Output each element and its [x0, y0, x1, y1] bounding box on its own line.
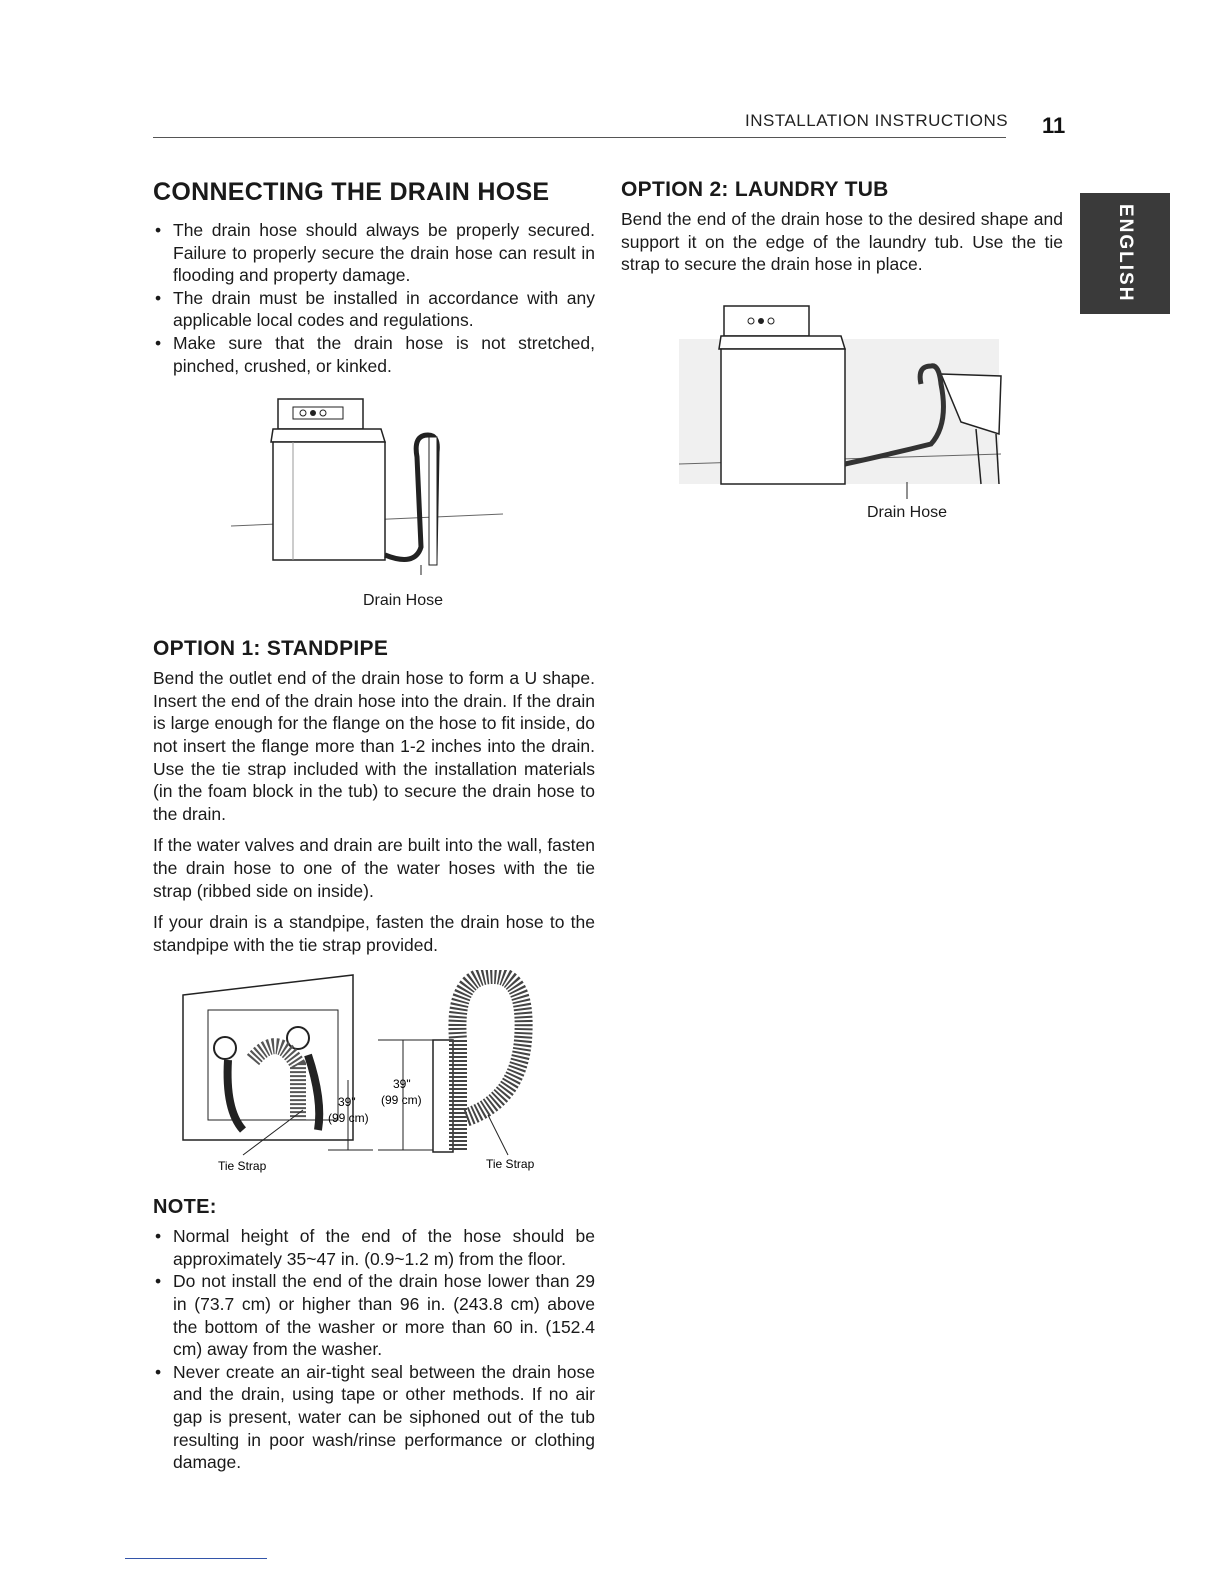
option2-paragraph: Bend the end of the drain hose to the desired shape and support it on the edge of the laundry tub. Use the tie strap to secure the drain hose in place. — [621, 209, 1063, 275]
connecting-title: CONNECTING THE DRAIN HOSE — [153, 178, 550, 206]
option1-paragraph-1: Bend the outlet end of the drain hose to form a U shape. Insert the end of the drain hose into the drain. If the drain is large enough for the flange on the hose to fit inside, do not insert the flange more than 1-2 inches into the drain. Use the tie strap included with the installation materials (in the foam block in the tub) to secure the drain hose to the drain. — [153, 668, 595, 824]
option2-title: OPTION 2: LAUNDRY TUB — [621, 178, 889, 201]
option1-paragraph-3: If your drain is a standpipe, fasten the drain hose to the standpipe with the tie strap provided. — [153, 912, 595, 955]
list-item: • Normal height of the end of the hose should be approximately 35~47 in. (0.9~1.2 m) from the floor. — [153, 1225, 595, 1270]
drain-hose-caption: Drain Hose — [362, 592, 444, 610]
right-column — [621, 178, 1063, 534]
note-bullets — [153, 1225, 595, 1474]
tie-strap-left-label: Tie Strap — [218, 1159, 267, 1174]
section-label: INSTALLATION INSTRUCTIONS — [745, 111, 1009, 130]
left-height-cm: (99 cm) — [328, 1111, 369, 1126]
option1-paragraph-2: If the water valves and drain are built into the wall, fasten the drain hose to one of the water hoses with the tie strap (ribbed side on inside). — [153, 835, 595, 901]
header-rule — [153, 137, 1006, 138]
washer-standpipe-figure — [153, 397, 595, 610]
tie-strap-right-label: Tie Strap — [486, 1157, 535, 1172]
laundry-tub-illustration — [621, 304, 1063, 504]
page-number: 11 — [1042, 113, 1066, 138]
footer-rule — [125, 1558, 267, 1559]
standpipe-illustration — [153, 970, 595, 1190]
standpipe-figure — [153, 970, 595, 1190]
list-item: • Do not install the end of the drain hose lower than 29 in (73.7 cm) or higher than 96 in. (243.8 cm) above the bottom of the washer or more than 60 in. (152.4 cm) away from the washer. — [153, 1270, 595, 1360]
option1-title: OPTION 1: STANDPIPE — [153, 637, 389, 661]
right-height-inches: 39" — [393, 1077, 411, 1092]
connecting-bullets — [153, 219, 595, 377]
list-item: • The drain must be installed in accordance with any applicable local codes and regulations. — [153, 287, 595, 332]
right-height-cm: (99 cm) — [381, 1093, 422, 1108]
laundry-tub-figure — [621, 304, 1063, 534]
left-column — [153, 178, 595, 1474]
left-height-inches: 39" — [338, 1095, 356, 1110]
list-item: • The drain hose should always be properly secured. Failure to properly secure the drain hose can result in flooding and property damage. — [153, 219, 595, 287]
list-item: • Never create an air-tight seal between the drain hose and the drain, using tape or other methods. If no air gap is present, water can be siphoned out of the tub resulting in poor wash/rinse performance or clothing damage. — [153, 1361, 595, 1474]
language-tab — [1080, 193, 1170, 314]
language-tab-label: ENGLISH — [1115, 204, 1136, 303]
note-title: NOTE: — [153, 1196, 217, 1219]
washer-standpipe-illustration — [153, 397, 595, 607]
list-item: • Make sure that the drain hose is not stretched, pinched, crushed, or kinked. — [153, 332, 595, 377]
drain-hose-caption: Drain Hose — [866, 503, 948, 521]
